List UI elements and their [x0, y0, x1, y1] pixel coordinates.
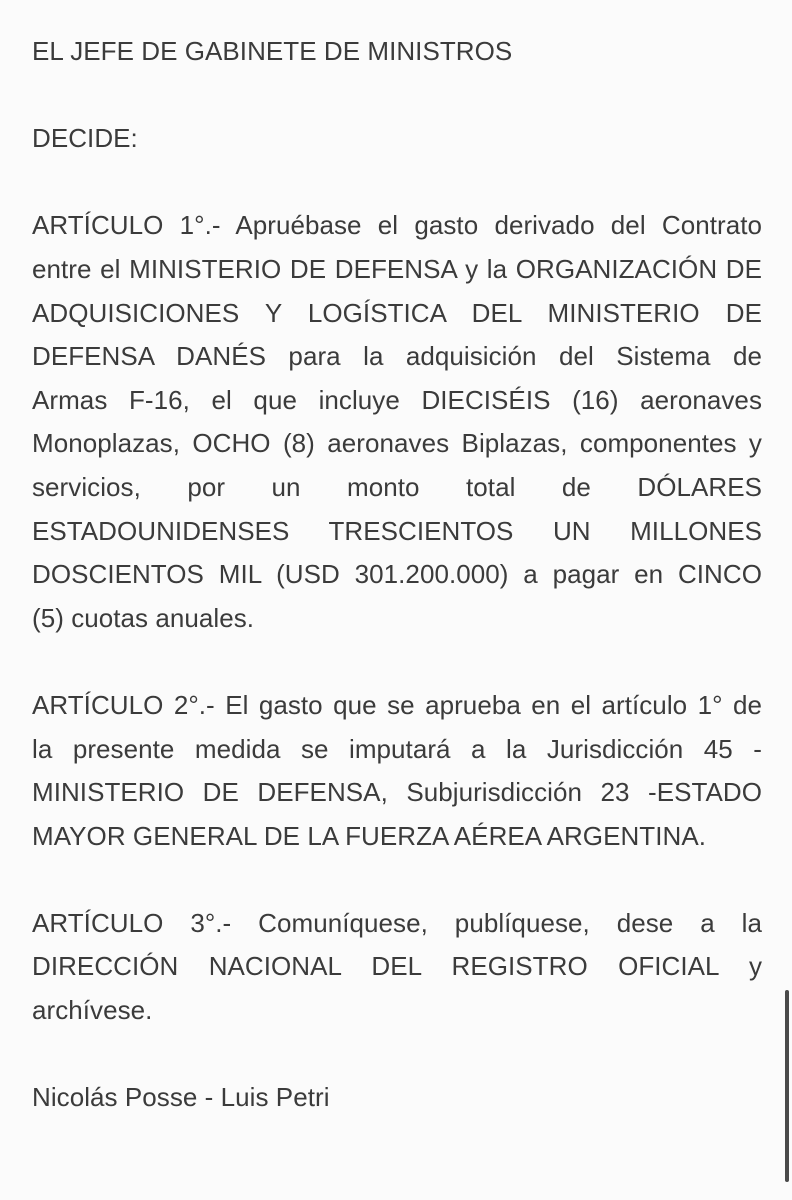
- article-3-line: archívese.: [32, 995, 153, 1026]
- spacer: [32, 161, 762, 205]
- article-1-line: servicios, por un monto total de DÓLARES: [32, 471, 762, 502]
- article-3: [32, 902, 762, 1033]
- article-2: [32, 684, 762, 858]
- article-3-line: ARTÍCULO 3°.- Comuníquese, publíquese, dese a la: [32, 907, 762, 938]
- vertical-scrollbar[interactable]: [785, 990, 789, 1182]
- signatures: Nicolás Posse - Luis Petri: [32, 1082, 330, 1113]
- article-1-line: ESTADOUNIDENSES TRESCIENTOS UN MILLONES: [32, 515, 762, 546]
- spacer: [32, 1033, 762, 1077]
- article-2-line: MINISTERIO DE DEFENSA, Subjurisdicción 23 -ESTADO: [32, 777, 762, 808]
- spacer: [32, 74, 762, 118]
- article-2-line: ARTÍCULO 2°.- El gasto que se aprueba en el artículo 1° de: [32, 689, 762, 720]
- article-1-line: entre el MINISTERIO DE DEFENSA y la ORGANIZACIÓN DE: [32, 253, 762, 284]
- decide-label: DECIDE:: [32, 123, 138, 154]
- document-heading: EL JEFE DE GABINETE DE MINISTROS: [32, 36, 513, 66]
- article-1: [32, 204, 762, 640]
- article-2-line: MAYOR GENERAL DE LA FUERZA AÉREA ARGENTINA.: [32, 820, 706, 851]
- spacer: [32, 858, 762, 902]
- article-1-line: Armas F-16, el que incluye DIECISÉIS (16) aeronaves: [32, 384, 762, 415]
- spacer: [32, 640, 762, 684]
- article-1-line: DOSCIENTOS MIL (USD 301.200.000) a pagar en CINCO: [32, 559, 762, 590]
- article-1-line: (5) cuotas anuales.: [32, 602, 255, 633]
- article-1-line: ARTÍCULO 1°.- Apruébase el gasto derivado del Contrato: [32, 210, 762, 241]
- document-body: [32, 30, 762, 1120]
- article-3-line: DIRECCIÓN NACIONAL DEL REGISTRO OFICIAL y: [32, 951, 762, 982]
- article-1-line: ADQUISICIONES Y LOGÍSTICA DEL MINISTERIO DE: [32, 297, 762, 328]
- article-1-line: DEFENSA DANÉS para la adquisición del Sistema de: [32, 341, 762, 372]
- article-1-line: Monoplazas, OCHO (8) aeronaves Biplazas, componentes y: [32, 428, 762, 459]
- article-2-line: la presente medida se imputará a la Jurisdicción 45 -: [32, 733, 762, 764]
